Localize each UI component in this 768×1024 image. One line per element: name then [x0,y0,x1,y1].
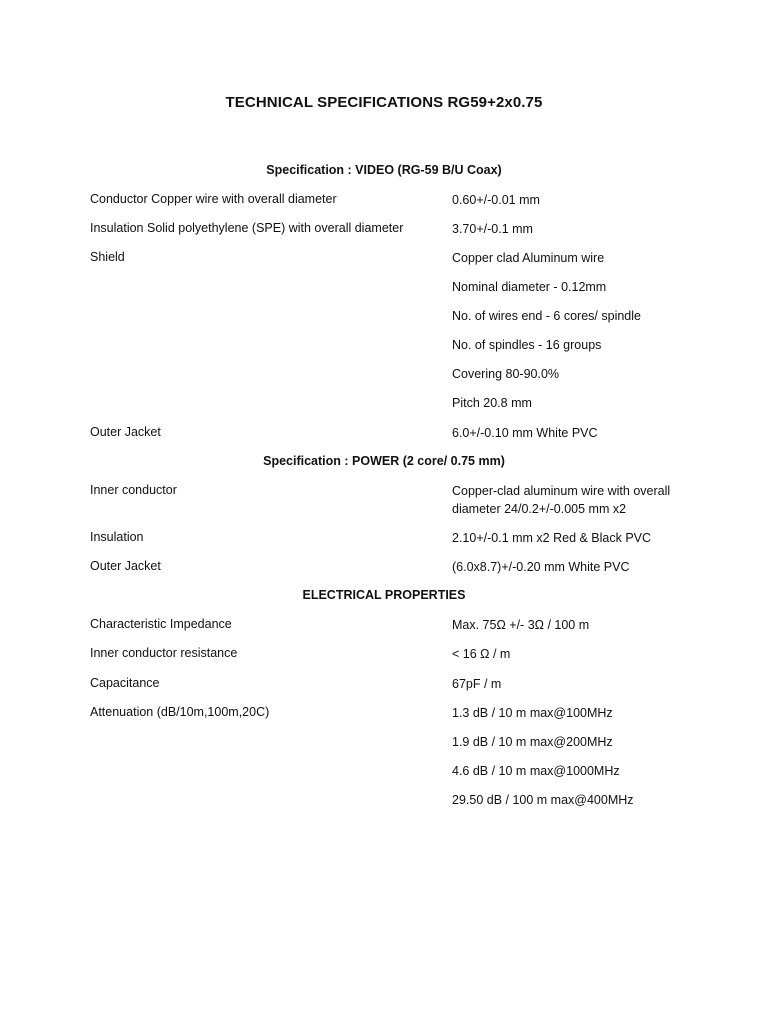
video-shield-value: Pitch 20.8 mm [452,396,532,410]
video-shield-value: Covering 80-90.0% [452,367,560,381]
electrical-section-heading: ELECTRICAL PROPERTIES [302,588,466,602]
video-conductor-label: Conductor Copper wire with overall diameter [90,192,337,206]
attenuation-value: 1.9 dB / 10 m max@200MHz [452,735,613,749]
video-shield-value: Nominal diameter - 0.12mm [452,280,607,294]
capacitance-label: Capacitance [90,676,160,690]
video-shield-value: No. of wires end - 6 cores/ spindle [452,309,641,323]
video-insulation-label: Insulation Solid polyethylene (SPE) with overall diameter [90,221,404,235]
video-insulation-value: 3.70+/-0.1 mm [452,222,533,236]
attenuation-label: Attenuation (dB/10m,100m,20C) [90,705,270,719]
resistance-label: Inner conductor resistance [90,646,238,660]
attenuation-value: 29.50 dB / 100 m max@400MHz [452,793,634,807]
power-insulation-value: 2.10+/-0.1 mm x2 Red & Black PVC [452,531,652,545]
video-jacket-value: 6.0+/-0.10 mm White PVC [452,426,598,440]
video-section-heading: Specification : VIDEO (RG-59 B/U Coax) [266,163,502,177]
power-inner-value: Copper-clad aluminum wire with overall [452,484,671,498]
video-shield-value: No. of spindles - 16 groups [452,338,602,352]
video-jacket-label: Outer Jacket [90,425,161,439]
document-title: TECHNICAL SPECIFICATIONS RG59+2x0.75 [225,94,543,111]
power-inner-label: Inner conductor [90,483,177,497]
video-conductor-value: 0.60+/-0.01 mm [452,193,540,207]
power-jacket-label: Outer Jacket [90,559,161,573]
power-jacket-value: (6.0x8.7)+/-0.20 mm White PVC [452,560,630,574]
power-insulation-label: Insulation [90,530,144,544]
attenuation-value: 1.3 dB / 10 m max@100MHz [452,706,613,720]
impedance-label: Characteristic Impedance [90,617,232,631]
capacitance-value: 67pF / m [452,677,502,691]
power-inner-value: diameter 24/0.2+/-0.005 mm x2 [452,502,627,516]
video-shield-label: Shield [90,250,125,264]
video-shield-value: Copper clad Aluminum wire [452,251,605,265]
resistance-value: < 16 Ω / m [452,647,511,661]
power-section-heading: Specification : POWER (2 core/ 0.75 mm) [263,454,505,468]
impedance-value: Max. 75Ω +/- 3Ω / 100 m [452,618,590,632]
attenuation-value: 4.6 dB / 10 m max@1000MHz [452,764,620,778]
